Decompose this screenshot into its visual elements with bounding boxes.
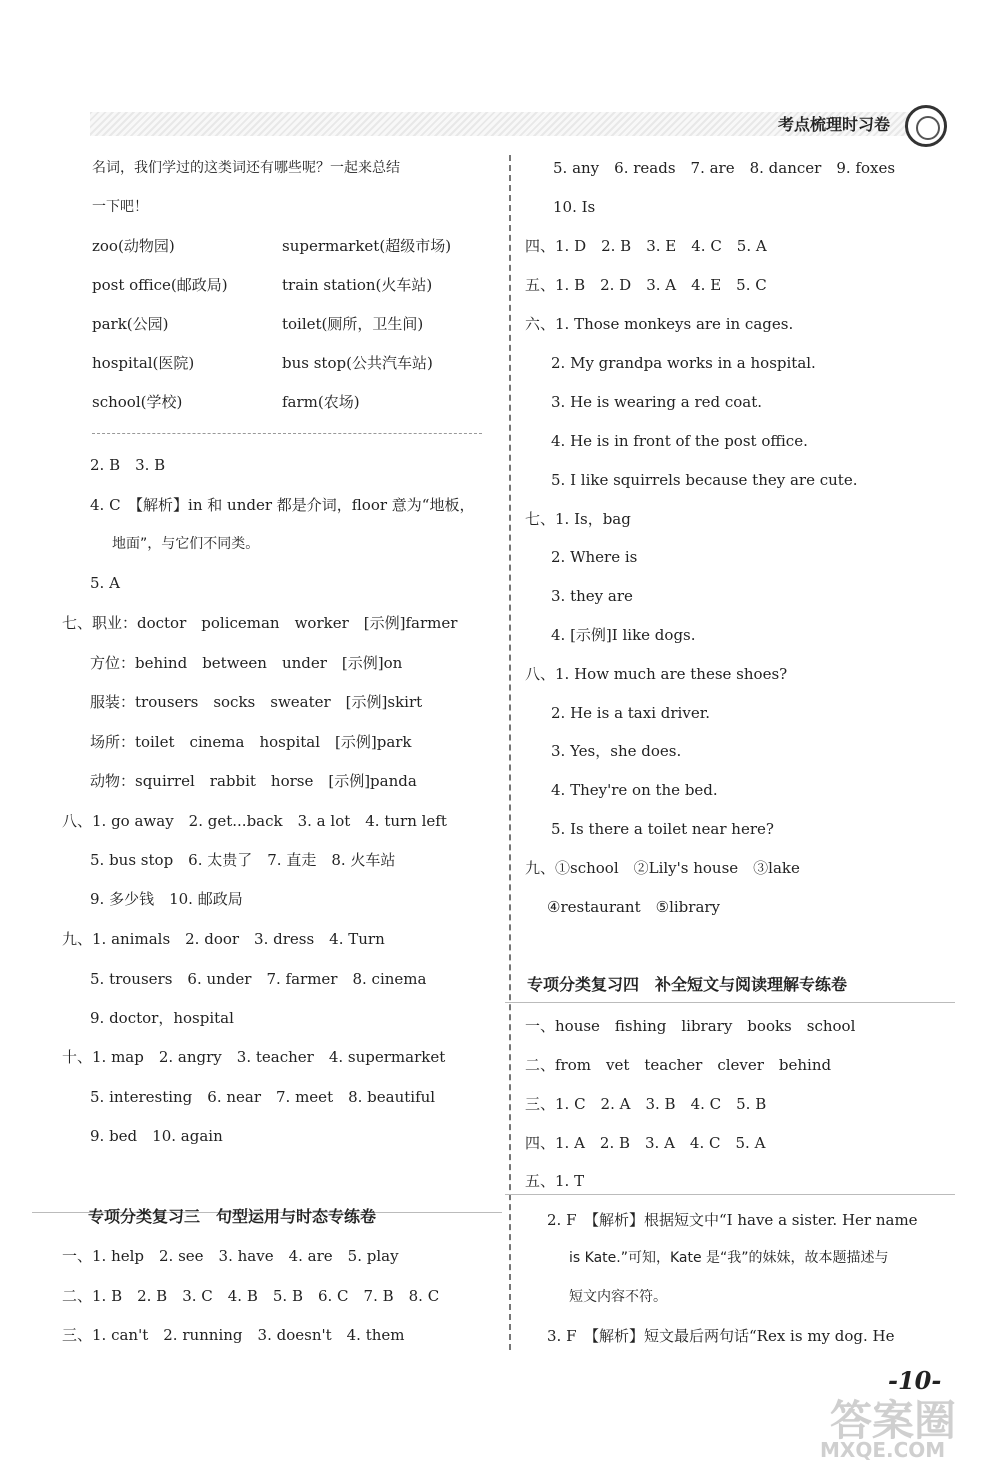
intro-line-1: 名词，我们学过的这类词还有哪些呢？一起来总结 — [92, 160, 400, 176]
vocab-item: school(学校) — [92, 393, 183, 411]
column-divider — [509, 155, 511, 1350]
answer-line: 八、1. How much are these shoes? — [525, 665, 788, 683]
answer-line: 5. A — [90, 574, 120, 592]
vocab-item: park(公园) — [92, 315, 169, 333]
answer-line: 2. My grandpa works in a hospital. — [551, 354, 816, 372]
vocab-item: post office(邮政局) — [92, 276, 228, 294]
answer-line: 3. Yes，she does. — [551, 742, 682, 760]
answer-line: 一、1. help 2. see 3. have 4. are 5. play — [62, 1247, 399, 1265]
section-title-4: 专项分类复习四 补全短文与阅读理解专练卷 — [527, 975, 848, 994]
answer-line: 二、from vet teacher clever behind — [525, 1056, 832, 1074]
dashed-separator — [92, 433, 482, 434]
answer-line: 三、1. can't 2. running 3. doesn't 4. them — [62, 1326, 405, 1344]
publisher-logo-icon — [905, 105, 947, 147]
answer-line: 4. [示例]I like dogs. — [551, 626, 696, 644]
header-title: 考点梳理时习卷 — [778, 115, 891, 134]
answer-line: 9. doctor，hospital — [90, 1009, 234, 1027]
intro-line-2: 一下吧！ — [92, 199, 148, 215]
answer-line: 3. they are — [551, 587, 633, 605]
answer-line: ④restaurant ⑤library — [547, 898, 721, 916]
answer-line: 二、1. B 2. B 3. C 4. B 5. B 6. C 7. B 8. C — [62, 1287, 440, 1305]
section-rule — [505, 1194, 955, 1195]
answer-line: 9. bed 10. again — [90, 1127, 223, 1145]
vocab-item: hospital(医院) — [92, 354, 195, 372]
vocab-item: zoo(动物园) — [92, 237, 175, 255]
vocab-item: toilet(厕所，卫生间) — [282, 315, 424, 333]
answer-line: 十、1. map 2. angry 3. teacher 4. supermarket — [62, 1048, 446, 1066]
answer-line: is Kate.”可知，Kate 是“我”的妹妹，故本题描述与 — [569, 1250, 889, 1266]
answer-line: 5. bus stop 6. 太贵了 7. 直走 8. 火车站 — [90, 851, 396, 869]
answer-line: 5. interesting 6. near 7. meet 8. beautiful — [90, 1088, 436, 1106]
answer-line: 动物：squirrel rabbit horse [示例]panda — [90, 772, 417, 790]
answer-line: 九、1. animals 2. door 3. dress 4. Turn — [62, 930, 385, 948]
answer-line: 四、1. A 2. B 3. A 4. C 5. A — [525, 1134, 766, 1152]
answer-line: 五、1. T — [525, 1172, 585, 1190]
answer-line: 5. any 6. reads 7. are 8. dancer 9. foxes — [553, 159, 896, 177]
vocab-item: farm(农场) — [282, 393, 360, 411]
watermark-cn: 答案圈 — [830, 1396, 957, 1445]
page-number: -10- — [888, 1366, 942, 1395]
section-title-3: 专项分类复习三 句型运用与时态专练卷 — [88, 1207, 377, 1226]
answer-line: 2. He is a taxi driver. — [551, 704, 710, 722]
answer-line: 九、①school ②Lily's house ③lake — [525, 859, 800, 877]
answer-line: 七、职业：doctor policeman worker [示例]farmer — [62, 614, 458, 632]
vocab-item: bus stop(公共汽车站) — [282, 354, 433, 372]
answer-line: 9. 多少钱 10. 邮政局 — [90, 890, 243, 908]
answer-line: 方位：behind between under [示例]on — [90, 654, 403, 672]
answer-line: 地面”，与它们不同类。 — [112, 536, 260, 552]
answer-line: 三、1. C 2. A 3. B 4. C 5. B — [525, 1095, 767, 1113]
answer-line: 服装：trousers socks sweater [示例]skirt — [90, 693, 423, 711]
answer-line: 5. trousers 6. under 7. farmer 8. cinema — [90, 970, 427, 988]
answer-line: 10. Is — [553, 198, 596, 216]
answer-line: 八、1. go away 2. get...back 3. a lot 4. turn left — [62, 812, 447, 830]
answer-line: 七、1. Is，bag — [525, 510, 631, 528]
answer-line: 5. I like squirrels because they are cute. — [551, 471, 858, 489]
answer-line: 短文内容不符。 — [569, 1289, 667, 1305]
answer-line: 5. Is there a toilet near here? — [551, 820, 774, 838]
watermark-en: MXQE.COM — [820, 1438, 946, 1462]
answer-line: 4. C 【解析】in 和 under 都是介词，floor 意为“地板， — [90, 496, 475, 514]
answer-line: 2. Where is — [551, 548, 638, 566]
answer-line: 四、1. D 2. B 3. E 4. C 5. A — [525, 237, 767, 255]
answer-line: 一、house fishing library books school — [525, 1017, 856, 1035]
answer-line: 3. He is wearing a red coat. — [551, 393, 763, 411]
vocab-item: train station(火车站) — [282, 276, 433, 294]
answer-line: 场所：toilet cinema hospital [示例]park — [90, 733, 412, 751]
answer-line: 2. F 【解析】根据短文中“I have a sister. Her name — [547, 1211, 918, 1229]
answer-line: 五、1. B 2. D 3. A 4. E 5. C — [525, 276, 767, 294]
watermark — [820, 1388, 980, 1468]
answer-line: 3. F 【解析】短文最后两句话“Rex is my dog. He — [547, 1327, 895, 1345]
section-rule — [505, 1002, 955, 1003]
answer-line: 2. B 3. B — [90, 456, 166, 474]
answer-line: 4. They're on the bed. — [551, 781, 718, 799]
answer-line: 六、1. Those monkeys are in cages. — [525, 315, 794, 333]
vocab-item: supermarket(超级市场) — [282, 237, 452, 255]
answer-line: 4. He is in front of the post office. — [551, 432, 808, 450]
